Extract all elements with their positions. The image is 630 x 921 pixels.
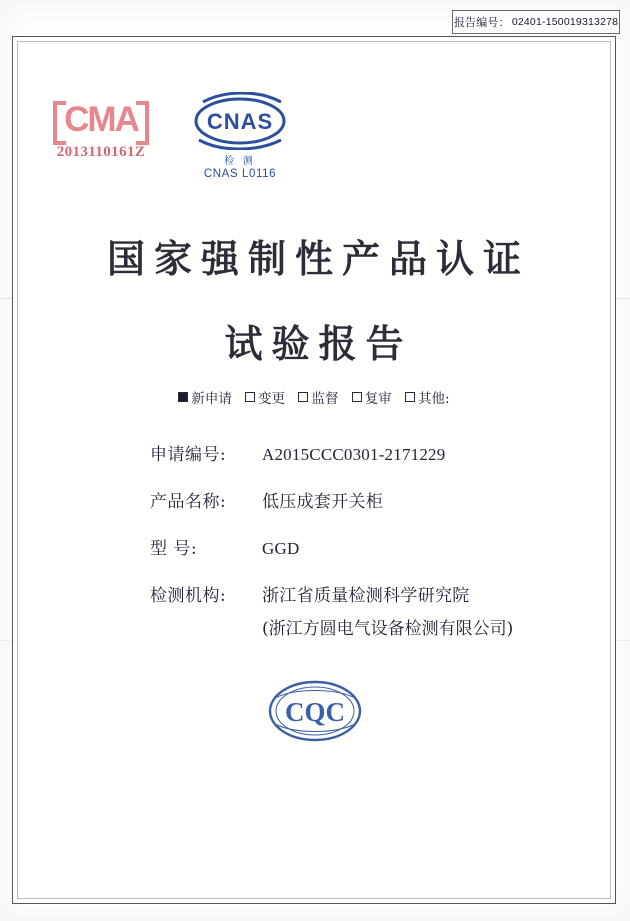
field-label: 型 号:: [150, 539, 198, 559]
cma-bracket-right-icon: [136, 101, 149, 145]
checkbox-option-supervision[interactable]: [298, 391, 342, 407]
document-fields: [150, 440, 570, 659]
field-label: 申请编号:: [150, 445, 227, 465]
checkbox-icon[interactable]: [298, 392, 308, 402]
field-value: GGD: [262, 539, 300, 558]
application-type-row: [12, 387, 616, 407]
checkbox-icon-checked[interactable]: [178, 392, 188, 402]
cnas-number: CNAS L0116: [203, 168, 277, 180]
checkbox-icon[interactable]: [245, 392, 255, 402]
checkbox-label: 变更: [258, 391, 286, 407]
page-title-line1: 国家强制性产品认证: [106, 236, 530, 281]
field-model: [150, 534, 570, 559]
checkbox-icon[interactable]: [405, 392, 415, 402]
checkbox-label: 新申请: [191, 391, 232, 407]
field-value: A2015CCC0301-2171229: [262, 445, 446, 464]
field-label: 产品名称:: [150, 492, 227, 512]
cnas-ellipse-icon: [185, 92, 295, 150]
checkbox-label: 其他:: [418, 391, 450, 407]
page-title-line2: 试验报告: [224, 321, 413, 366]
cma-logo: [48, 100, 154, 161]
cma-text: CMA: [64, 100, 138, 139]
svg-text:CQC: CQC: [285, 697, 345, 727]
svg-text:CNAS: CNAS: [206, 109, 274, 134]
checkbox-label: 复审: [364, 391, 392, 407]
field-testing-institution: [150, 581, 570, 606]
checkbox-option-change[interactable]: [245, 391, 289, 407]
report-number-value: 02401-150019313278: [511, 16, 619, 28]
cma-bracket-left-icon: [53, 101, 66, 145]
cnas-sub-label: 检 测: [224, 156, 256, 167]
field-testing-institution-second-line: (浙江方圆电气设备检测有限公司): [262, 619, 514, 639]
cnas-logo: [180, 92, 300, 180]
field-label: 检测机构:: [150, 586, 227, 606]
checkbox-label: 监督: [311, 391, 339, 407]
checkbox-option-other[interactable]: [405, 391, 450, 407]
checkbox-option-new[interactable]: [178, 391, 236, 407]
report-number-label: 报告编号：: [453, 17, 510, 29]
checkbox-icon[interactable]: [352, 392, 362, 402]
cqc-logo: [265, 676, 365, 746]
cqc-seal-icon: [265, 676, 365, 746]
field-value: 浙江省质量检测科学研究院: [262, 586, 470, 606]
cma-mark: [64, 100, 138, 140]
field-value: 低压成套开关柜: [262, 492, 384, 512]
cma-code: 2013110161Z: [56, 144, 146, 160]
checkbox-option-review[interactable]: [352, 391, 396, 407]
field-application-number: [150, 440, 570, 465]
report-number-box: [452, 10, 620, 34]
field-product-name: [150, 487, 570, 512]
